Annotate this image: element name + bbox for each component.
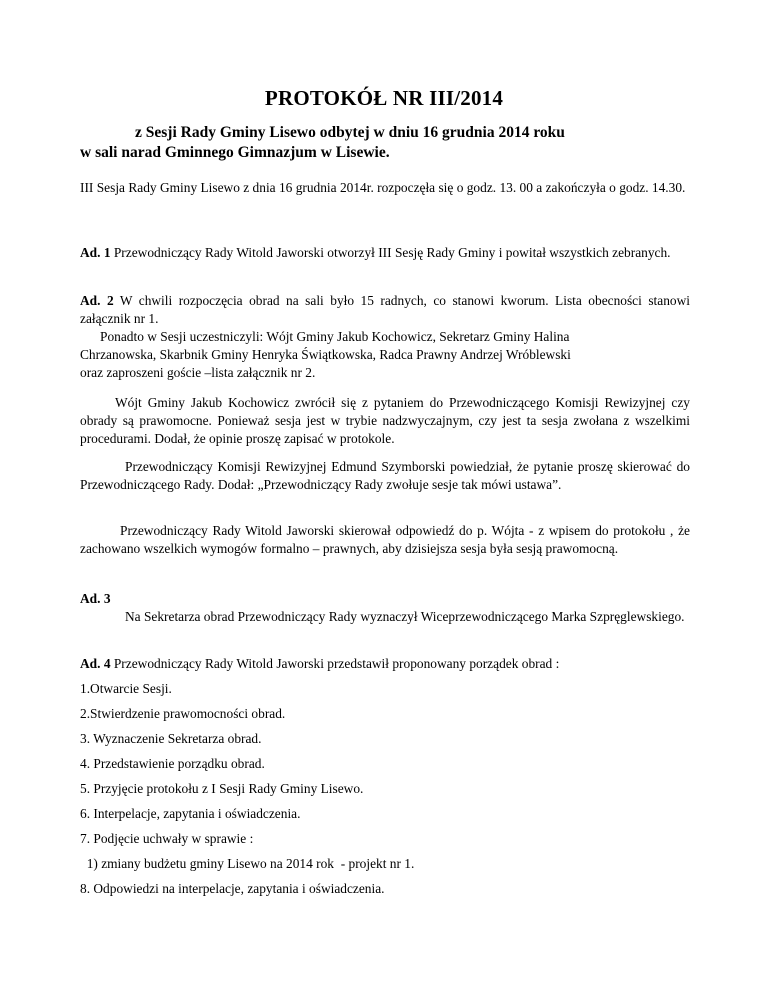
ad2-text: W chwili rozpoczęcia obrad na sali było 15 radnych, co stanowi kworum. Lista obecności stanowi załącznik nr 1. xyxy=(80,293,690,326)
agenda-item: 7. Podjęcie uchwały w sprawie : xyxy=(80,831,254,846)
subtitle xyxy=(80,123,690,163)
subtitle-line-1: z Sesji Rady Gminy Lisewo odbytej w dniu 16 grudnia 2014 roku xyxy=(135,124,565,141)
odpowiedz-paragraph: Przewodniczący Rady Witold Jaworski skierował odpowiedź do p. Wójta - z wpisem do protokołu , że zachowano wszelkich wymogów formalno – prawnych, aby dzisiejsza sesja była sesją prawomocną. xyxy=(80,523,690,556)
ad1-text: Przewodniczący Rady Witold Jaworski otworzył III Sesję Rady Gminy i powitał wszystkich zebranych. xyxy=(110,245,671,260)
agenda-item: 4. Przedstawienie porządku obrad. xyxy=(80,756,265,771)
agenda-item: 1.Otwarcie Sesji. xyxy=(80,681,172,696)
ad4-label: Ad. 4 xyxy=(80,656,111,671)
agenda-item: 3. Wyznaczenie Sekretarza obrad. xyxy=(80,731,262,746)
ad3-label: Ad. 3 xyxy=(80,591,111,606)
ad2-guests-line-2: Chrzanowska, Skarbnik Gminy Henryka Świątkowska, Radca Prawny Andrzej Wróblewski xyxy=(80,347,571,362)
ad1-label: Ad. 1 xyxy=(80,245,111,260)
ad3-text: Na Sekretarza obrad Przewodniczący Rady wyznaczył Wiceprzewodniczącego Marka Szpręglewskiego. xyxy=(125,609,685,624)
agenda-item: 8. Odpowiedzi na interpelacje, zapytania i oświadczenia. xyxy=(80,881,385,896)
agenda-item: 6. Interpelacje, zapytania i oświadczenia. xyxy=(80,806,301,821)
subtitle-line-2: w sali narad Gminnego Gimnazjum w Lisewie. xyxy=(80,144,390,161)
wojt-paragraph: Wójt Gminy Jakub Kochowicz zwrócił się z pytaniem do Przewodniczącego Komisji Rewizyjnej czy obrady są prawomocne. Ponieważ sesja jest w trybie nadzwyczajnym, czy jest ta sesja zwołana z wszelkimi procedurami. Dodał, że opinie proszę zapisać w protokole. xyxy=(80,395,690,446)
komisja-paragraph: Przewodniczący Komisji Rewizyjnej Edmund Szymborski powiedział, że pytanie proszę skierować do Przewodniczącego Rady. Dodał: „Przewodniczący Rady zwołuje sesje tak mówi ustawa”. xyxy=(80,459,690,492)
ad4-paragraph xyxy=(80,655,559,673)
agenda-item: 5. Przyjęcie protokołu z I Sesji Rady Gminy Lisewo. xyxy=(80,781,364,796)
ad2-guests-line-1: Ponadto w Sesji uczestniczyli: Wójt Gminy Jakub Kochowicz, Sekretarz Gminy Halina xyxy=(100,329,570,344)
intro-paragraph: III Sesja Rady Gminy Lisewo z dnia 16 grudnia 2014r. rozpoczęła się o godz. 13. 00 a zakończyła o godz. 14.30. xyxy=(80,180,686,195)
ad2-guests-line-3: oraz zaproszeni goście –lista załącznik nr 2. xyxy=(80,365,316,380)
ad2-paragraph xyxy=(80,292,690,328)
ad2-label: Ad. 2 xyxy=(80,293,114,308)
ad1-paragraph xyxy=(80,244,690,262)
page-title: PROTOKÓŁ NR III/2014 xyxy=(264,86,504,110)
ad4-text: Przewodniczący Rady Witold Jaworski przedstawił proponowany porządek obrad : xyxy=(110,656,560,671)
agenda-item: 2.Stwierdzenie prawomocności obrad. xyxy=(80,706,286,721)
agenda-subitem: 1) zmiany budżetu gminy Lisewo na 2014 rok - projekt nr 1. xyxy=(80,856,415,871)
